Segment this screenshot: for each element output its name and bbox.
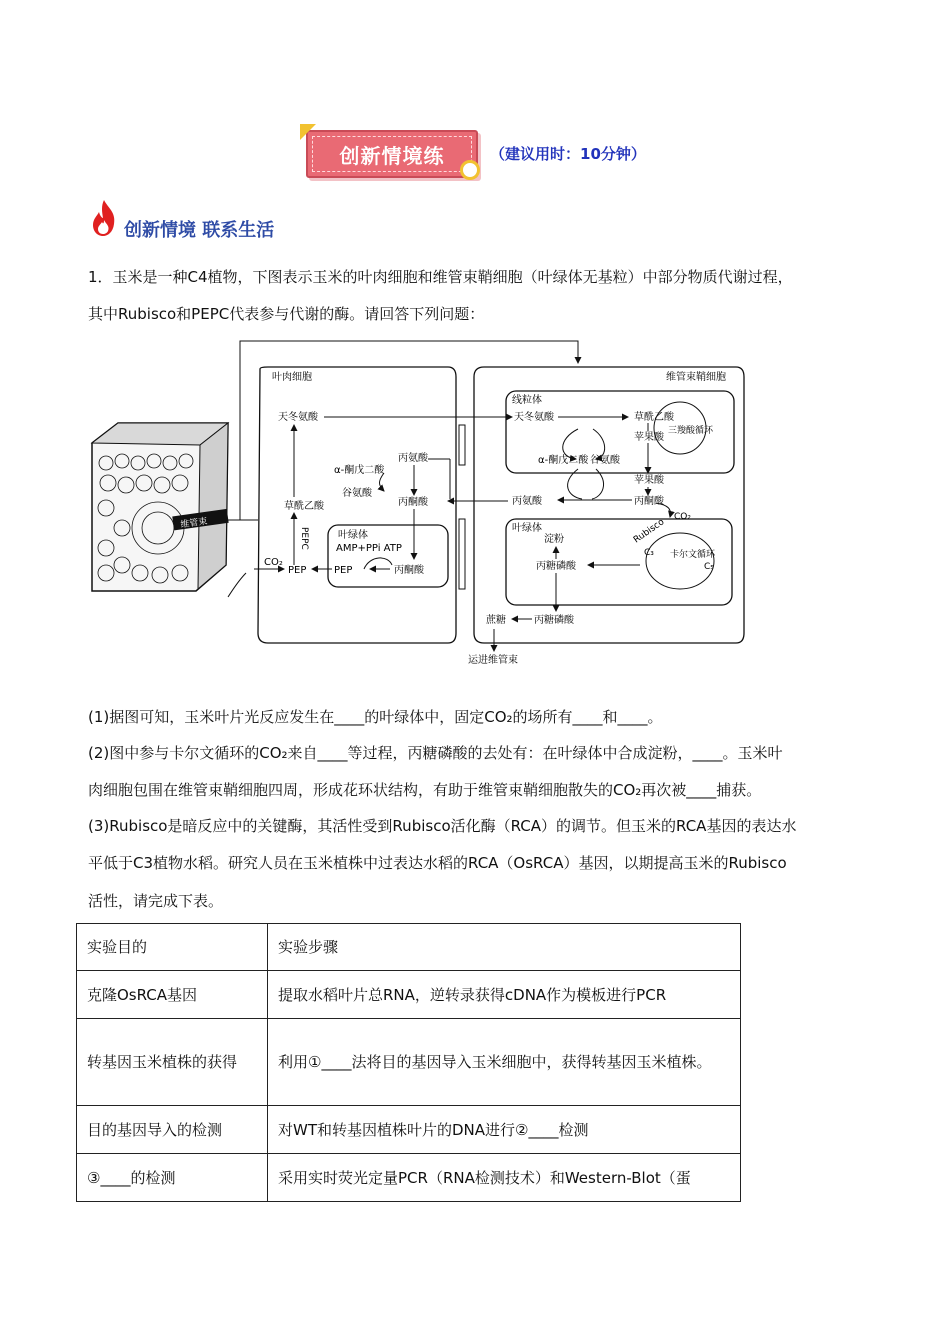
glu-left: 谷氨酸 (342, 488, 372, 499)
co2-left: CO₂ (264, 557, 283, 568)
oaa-right: 草酰乙酸 (634, 412, 674, 423)
table-row (77, 1019, 741, 1106)
experiment-table (76, 923, 741, 1202)
pyr-left: 丙酮酸 (398, 497, 428, 508)
mito-label: 线粒体 (512, 395, 542, 406)
flame-icon (90, 198, 118, 238)
tp-cyto: 丙糖磷酸 (534, 615, 574, 626)
section-banner (300, 124, 480, 180)
table-cell-steps: 采用实时荧光定量PCR（RNA检测技术）和Western-Blot（蛋 (268, 1154, 741, 1202)
table-header-row (77, 924, 741, 971)
table-cell-purpose: 目的基因导入的检测 (77, 1106, 268, 1154)
pepc-label: PEPC (299, 527, 309, 550)
pep-chloro: PEP (334, 565, 353, 576)
banner-box (306, 130, 478, 178)
question-stem-1: 1．玉米是一种C4植物，下图表示玉米的叶肉细胞和维管束鞘细胞（叶绿体无基粒）中部分物质代谢过程， (88, 268, 793, 286)
table-header-purpose: 实验目的 (77, 924, 268, 971)
sub-question-3-line3: 活性，请完成下表。 (88, 892, 224, 910)
akg-right: α-酮戊二酸 (538, 455, 589, 466)
rubisco-label: Rubisco (631, 517, 667, 546)
sub-question-3-line2: 平低于C3植物水稻。研究人员在玉米植株中过表达水稻的RCA（OsRCA）基因，以期提高玉米的Rubisco (88, 854, 787, 872)
bundle-sheath-label: 维管束鞘细胞 (666, 372, 726, 383)
pyr-chloro: 丙酮酸 (394, 565, 424, 576)
asp-left: 天冬氨酸 (278, 412, 318, 423)
sub-question-2-line2: 肉细胞包围在维管束鞘细胞四周，形成花环状结构，有助于维管束鞘细胞散失的CO₂再次被____捕获。 (88, 781, 762, 799)
mesophyll-label: 叶肉细胞 (272, 372, 312, 383)
co2-right: CO₂ (674, 512, 691, 522)
time-hint: （建议用时：10分钟） (490, 145, 646, 163)
ring-icon (460, 160, 480, 180)
sub-question-1: (1)据图可知，玉米叶片光反应发生在____的叶绿体中，固定CO₂的场所有____和____。 (88, 708, 663, 726)
section-title: 创新情境 联系生活 (124, 220, 275, 241)
ala-left: 丙氨酸 (398, 453, 428, 464)
banner-title: 创新情境练 (312, 136, 472, 172)
metabolism-diagram (88, 333, 758, 673)
starch-label: 淀粉 (544, 534, 564, 545)
chloroplast-label-left: 叶绿体 (338, 530, 368, 541)
mal-mito: 苹果酸 (634, 432, 664, 443)
sub-question-3-line1: (3)Rubisco是暗反应中的关键酶，其活性受到Rubisco活化酶（RCA）的调节。但玉米的RCA基因的表达水 (88, 817, 797, 835)
oaa-left: 草酰乙酸 (284, 501, 324, 512)
ala-right: 丙氨酸 (512, 496, 542, 507)
table-cell-purpose: ③____的检测 (77, 1154, 268, 1202)
tca-label: 三羧酸循环 (668, 426, 714, 436)
tp-chloro: 丙糖磷酸 (536, 561, 576, 572)
akg-left: α-酮戊二酸 (334, 465, 385, 476)
table-cell-steps: 利用①____法将目的基因导入玉米细胞中，获得转基因玉米植株。 (268, 1019, 741, 1106)
chloroplast-label-right: 叶绿体 (512, 523, 542, 534)
table-cell-purpose: 克隆OsRCA基因 (77, 971, 268, 1019)
asp-right: 天冬氨酸 (514, 412, 554, 423)
leaf-cross-section (92, 423, 229, 591)
export-label: 运进维管束 (468, 655, 518, 666)
flag-icon (300, 124, 316, 140)
pyr-right: 丙酮酸 (634, 496, 664, 507)
table-cell-steps: 对WT和转基因植株叶片的DNA进行②____检测 (268, 1106, 741, 1154)
calvin-label: 卡尔文循环 (670, 550, 716, 560)
table-row (77, 1106, 741, 1154)
glu-right: 谷氨酸 (590, 455, 620, 466)
table-header-steps: 实验步骤 (268, 924, 741, 971)
amp-atp: AMP+PPi ATP (336, 543, 402, 554)
mal-right: 苹果酸 (634, 475, 664, 486)
question-stem-2: 其中Rubisco和PEPC代表参与代谢的酶。请回答下列问题： (88, 305, 485, 323)
sucrose-label: 蔗糖 (486, 615, 506, 626)
c3-label: C₃ (644, 548, 654, 558)
c5-label: C₅ (704, 562, 714, 572)
table-cell-steps: 提取水稻叶片总RNA，逆转录获得cDNA作为模板进行PCR (268, 971, 741, 1019)
table-cell-purpose: 转基因玉米植株的获得 (77, 1019, 268, 1106)
pep-left: PEP (288, 565, 307, 576)
vascular-bundle-label: 维管束 (179, 516, 209, 531)
sub-question-2-line1: (2)图中参与卡尔文循环的CO₂来自____等过程，丙糖磷酸的去处有：在叶绿体中合成淀粉，____。玉米叶 (88, 744, 783, 762)
table-row (77, 1154, 741, 1202)
table-row (77, 971, 741, 1019)
